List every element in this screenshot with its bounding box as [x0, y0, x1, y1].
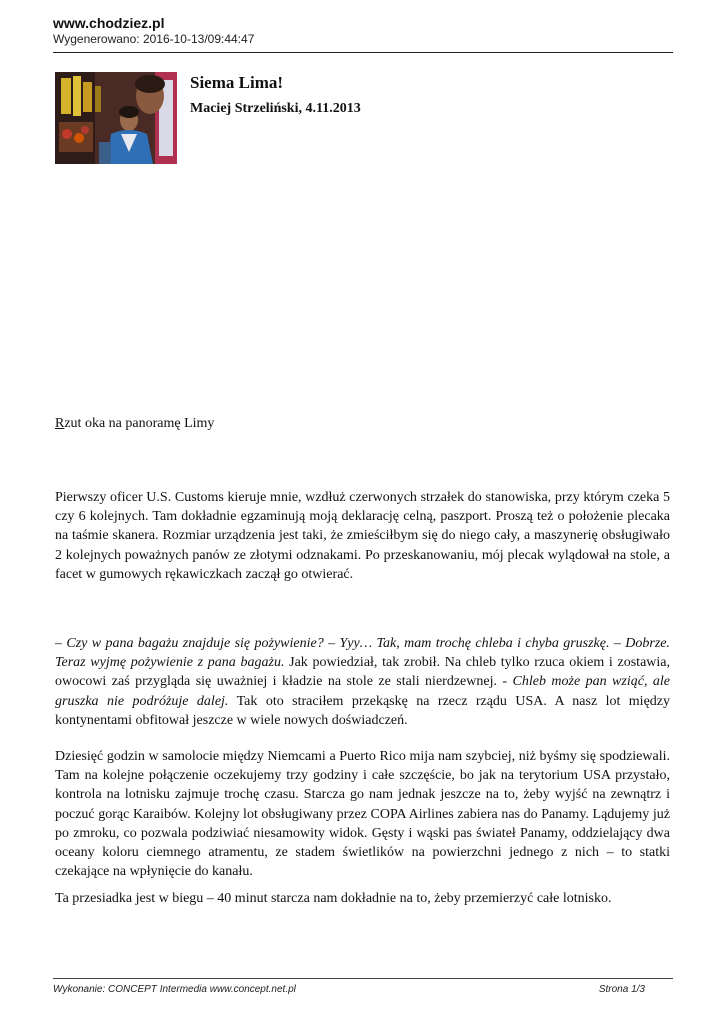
- paragraph-4-text: Ta przesiadka jest w biegu – 40 minut starcza nam dokładnie na to, żeby przemierzyć całe lotnisko.: [55, 891, 612, 906]
- caption-first-letter: R: [55, 416, 65, 431]
- footer-credit: Wykonanie: CONCEPT Intermedia www.concept.net.pl: [53, 984, 296, 995]
- article-title: Siema Lima!: [190, 73, 284, 92]
- dialogue-italic-2: Chleb może pan wziąć, ale gruszka nie podróżuje dalej.: [55, 674, 670, 709]
- page-footer: [53, 984, 673, 998]
- article-thumbnail: [55, 72, 177, 164]
- dialogue-italic-1: – Czy w pana bagażu znajduje się pożywienie? – Yyy… Tak, mam trochę chleba i chyba gruszkę. – Dobrze. Teraz wyjmę pożywienie z pana bagażu.: [55, 636, 670, 671]
- page-number: Strona 1/3: [598, 984, 645, 995]
- paragraph-3-text: Dziesięć godzin w samolocie między Niemcami a Puerto Rico mija nam szybciej, niż byśmy się spodziewali. Tam na kolejne połączenie oczekujemy trzy godziny i całe szczęście, bo jak na terytorium USA przystało, kontrola na lotnisku zajmuje trochę czasu. Starcza go nam jednak jeszcze na to, żeby wyjść na zewnątrz i poczuć gorąc Karaibów. Kolejny lot obsługiwany przez COPA Airlines zabiera nas do Panamy. Lądujemy już po zmroku, co pozwala podziwiać niesamowity widok. Gęsty i wąski pas świateł Panamy, oddzielający dwa oceany koloru ciemnego atramentu, ze stadem świetlików na powierzchni jednego z nich – to statki czekające na wpłynięcie do kanału.: [55, 749, 670, 880]
- paragraph-4: [55, 889, 670, 908]
- caption-rest: zut oka na panoramę Limy: [64, 416, 215, 431]
- page-header: [53, 14, 673, 47]
- paragraph-2-text-1: Jak powiedział, tak zrobił. Na chleb tylko rzuca okiem i zostawia, owocowi zaś przygląda się uważniej i kładzie na stole ze stali nierdzewnej. -: [55, 655, 670, 690]
- image-caption: [55, 415, 214, 433]
- site-url: www.chodziez.pl: [53, 15, 165, 31]
- paragraph-2-text-2: Tak oto straciłem przekąskę na rzecz rządu USA. A nasz lot między kontynentami obfitował jeszcze w wiele nowych doświadczeń.: [55, 693, 670, 728]
- paragraph-3: [55, 747, 670, 881]
- paragraph-1: [55, 488, 670, 584]
- header-divider: [53, 52, 673, 53]
- footer-divider: [53, 978, 673, 979]
- paragraph-2: [55, 634, 670, 730]
- article-byline: Maciej Strzeliński, 4.11.2013: [190, 101, 361, 116]
- generated-timestamp: Wygenerowano: 2016-10-13/09:44:47: [53, 32, 255, 46]
- paragraph-1-text: Pierwszy oficer U.S. Customs kieruje mnie, wzdłuż czerwonych strzałek do stanowiska, przy którym czeka 5 czy 6 kolejnych. Tam dokładnie egzaminują moją deklarację celną, paszport. Proszą też o położenie plecaka na taśmie skanera. Rozmiar urządzenia jest taki, że zmieściłbym się do niego cały, a maszynerię obsługiwało 2 kolejnych poważnych panów ze złotymi odznakami. Po przeskanowaniu, mój plecak wylądował na stole, a facet w gumowych rękawiczkach zaczął go otwierać.: [55, 490, 670, 582]
- market-photo-image: [55, 72, 177, 164]
